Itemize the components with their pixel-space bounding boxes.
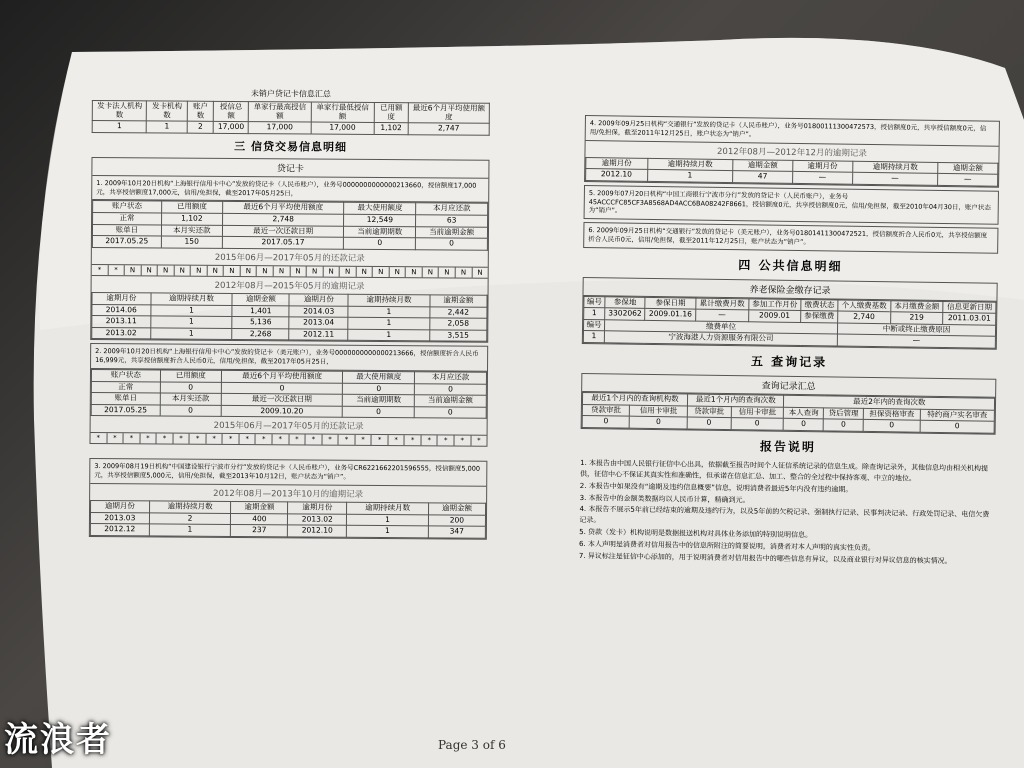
repay-cell: * <box>455 436 472 446</box>
repay-cell: N <box>323 267 340 277</box>
summary-header: 单家行最高授信额 <box>248 102 311 123</box>
summary-header: 发卡法人机构数 <box>92 101 147 122</box>
table-cell: 0 <box>863 420 920 432</box>
table-header: 当前逾期金额 <box>416 226 488 238</box>
repay-cell: * <box>273 435 290 445</box>
table-cell: 2011.03.01 <box>943 313 996 325</box>
table-cell: 347 <box>428 526 485 538</box>
repay-cell: * <box>124 434 141 444</box>
table-cell: 2,740 <box>838 311 891 323</box>
card5-description: 5. 2009年07月20日机构“中国工商银行宁波市分行”发放的贷记卡（人民币账户），业务号 45ACCCFC85CF3A8568AD4ACC6BA08242F8661，授信额度0元，共享授信额度0元，信用/免担保，截至2010年04月30日，账户状态为“销户”。 <box>588 188 992 215</box>
note-item: 1. 本报告由中国人民银行征信中心出具，依据截至报告时间个人征信系统记录的信息生成。除查询记录外，其他信息均由相关机构提供，征信中心不保证其真实性和准确性，但承诺在信息汇总、加工、整合的全过程中保持客观、中立的地位。 <box>579 458 989 483</box>
table-cell: 3,515 <box>430 330 487 342</box>
repay-cell: * <box>107 434 124 444</box>
table-header: 账户状态 <box>91 369 160 381</box>
repay-cell: * <box>92 265 109 275</box>
summary-header: 发卡机构数 <box>147 101 188 122</box>
repay-cell: * <box>140 434 157 444</box>
table-cell: 0 <box>415 383 487 395</box>
summary-value: 1,102 <box>374 123 409 135</box>
table-header: 逾期持续月数 <box>151 293 233 305</box>
card3-overdue-title: 2012年08月—2013年10月的逾期记录 <box>213 488 364 500</box>
table-cell: 219 <box>890 312 943 324</box>
card4-overdue-title: 2012年08月—2012年12月的逾期记录 <box>716 146 868 159</box>
table-cell: 1 <box>150 328 232 340</box>
note-item: 5. 贷款（发卡）机构说明是数据报送机构对具体业务添加的特别说明信息。 <box>579 528 813 540</box>
table-cell: 0 <box>344 238 416 250</box>
table-header: 本月实还款 <box>160 393 221 405</box>
card2-repay-title: 2015年06月—2017年05月的还款记录 <box>213 421 364 433</box>
card3-description: 3. 2009年08月19日机构“中国建设银行宁波市分行”发放的贷记卡（人民币账户），业务号CR6221662201596555，授信额度5,000元，共享授信额度5,000元，信用/免担保，截至2013年10月12日，账户状态为“销户”。 <box>90 459 486 486</box>
table-header: 已用额度 <box>160 370 221 382</box>
repay-cell: * <box>355 435 372 445</box>
table-header: 最近1个月内的查询机构数 <box>582 393 687 406</box>
repay-cell: * <box>206 434 223 444</box>
table-header: 最近6个月平均使用额度 <box>221 370 343 382</box>
table-header: 参加工作月份 <box>748 298 801 310</box>
table-header: 逾期月份 <box>288 502 347 514</box>
repay-cell: * <box>438 436 455 446</box>
table-header: 缴费状态 <box>801 299 838 311</box>
section-heading-credit: 三 信贷交易信息明细 <box>234 139 348 154</box>
card4-overdue-table <box>585 157 998 187</box>
repay-cell: * <box>190 434 207 444</box>
credit-card-title: 贷记卡 <box>92 158 488 179</box>
table-header: 账单日 <box>92 224 161 236</box>
table-cell: 200 <box>428 514 485 526</box>
pension-block <box>582 277 998 350</box>
table-cell: 1,401 <box>232 305 289 317</box>
repay-cell: N <box>274 266 291 276</box>
table-header: 个人缴费基数 <box>838 300 891 312</box>
repay-cell: N <box>423 267 440 277</box>
repay-cell: * <box>239 434 256 444</box>
repay-cell: * <box>256 435 273 445</box>
table-cell: 2009.10.20 <box>221 405 343 417</box>
table-cell: 150 <box>161 236 222 248</box>
repay-cell: N <box>158 265 175 275</box>
repay-cell: N <box>307 266 324 276</box>
table-cell: 2017.05.25 <box>92 236 161 248</box>
table-cell: 1 <box>151 316 233 328</box>
table-cell: 1 <box>583 331 604 343</box>
table-cell: 63 <box>416 215 488 227</box>
card1-description: 1. 2009年10月20日机构“上海银行信用卡中心”发放的贷记卡（人民币账户），业务号0000000000000213660，授信额度17,000元，共享授信额度17,000元，信用/免担保，截至2017年05月25日， <box>92 176 488 203</box>
table-header: 逾期金额 <box>733 159 793 171</box>
table-cell: 47 <box>733 171 793 183</box>
table-cell: 1 <box>348 317 430 329</box>
repay-cell: N <box>477 268 483 277</box>
table-cell: 2012.10 <box>288 525 347 537</box>
summary-value: 1 <box>92 121 147 133</box>
table-header: 参保日期 <box>645 297 696 309</box>
table-header: 本月应还款 <box>416 203 488 215</box>
summary-value: 1 <box>147 121 188 133</box>
table-cell: 2014.06 <box>92 304 151 316</box>
repay-cell: * <box>421 436 438 446</box>
card5-block <box>584 185 999 225</box>
repay-cell: N <box>174 265 191 275</box>
table-header: 最近一次还款日期 <box>222 225 344 237</box>
card1-repay-title: 2015年06月—2017年05月的还款记录 <box>214 252 365 264</box>
report-notes <box>579 458 995 567</box>
summary-value: 17,000 <box>214 122 249 134</box>
summary-value: 2,747 <box>408 123 489 135</box>
table-header: 最大使用额度 <box>343 371 415 383</box>
repay-cell: N <box>224 266 241 276</box>
table-header: 贷款审批 <box>582 404 630 416</box>
card3-block <box>89 458 488 539</box>
table-header: 最近一次还款日期 <box>221 394 343 406</box>
table-header: 最近6个月平均使用额度 <box>222 202 344 214</box>
repay-cell: N <box>340 267 357 277</box>
table-header: 最大使用额度 <box>344 203 416 215</box>
table-cell: 2,442 <box>430 306 487 318</box>
table-header: 逾期金额 <box>428 503 485 515</box>
table-cell: 2013.11 <box>92 316 151 328</box>
table-cell: 2 <box>149 513 231 525</box>
table-header: 逾期月份 <box>793 160 853 172</box>
table-cell: — <box>938 174 998 186</box>
card2-status-table <box>91 369 487 419</box>
repay-cell: * <box>322 435 339 445</box>
query-title: 查询记录汇总 <box>582 374 995 398</box>
note-item: 4. 本报告不展示5年前已经结束的逾期及违约行为，以及5年前的欠税记录、强制执行记录、民事判决记录、行政处罚记录、电信欠费记录。 <box>579 505 990 525</box>
table-header: 当前逾期金额 <box>414 395 486 407</box>
repay-cell: * <box>306 435 323 445</box>
summary-header: 账户数 <box>187 101 214 121</box>
table-cell: 1 <box>347 526 429 538</box>
table-cell: 1 <box>647 170 733 183</box>
repay-cell: N <box>141 265 158 275</box>
table-cell: 0 <box>630 417 688 429</box>
table-cell: 0 <box>823 419 863 431</box>
table-cell: 3302062 <box>605 308 646 320</box>
card2-block <box>89 343 488 447</box>
table-cell: — <box>837 335 995 349</box>
table-header: 本月应还款 <box>415 372 487 384</box>
repay-cell: * <box>173 434 190 444</box>
repay-cell: * <box>223 434 240 444</box>
table-cell: 2017.05.25 <box>91 404 160 416</box>
repay-cell: N <box>406 267 423 277</box>
table-header: 贷款审批 <box>687 406 731 418</box>
table-header: 当前逾期期数 <box>343 394 415 406</box>
table-cell: 正常 <box>93 213 162 225</box>
card1-status-table <box>92 200 488 250</box>
repay-cell: N <box>456 267 473 277</box>
table-cell: — <box>696 309 749 321</box>
table-cell: 0 <box>416 238 488 250</box>
table-header: 本月实还款 <box>161 225 222 237</box>
table-cell: 2013.02 <box>288 513 347 525</box>
left-column <box>89 85 490 543</box>
table-cell: 0 <box>920 421 994 434</box>
table-cell: 2013.03 <box>90 512 149 524</box>
table-header: 逾期持续月数 <box>347 502 429 514</box>
table-header: 逾期持续月数 <box>149 501 231 513</box>
table-cell: 0 <box>784 419 824 431</box>
section-heading-query: 五 查询记录 <box>750 354 828 370</box>
table-header: 逾期月份 <box>92 292 151 304</box>
table-header: 累计缴费月数 <box>696 298 749 310</box>
table-header: 已用额度 <box>161 201 222 213</box>
table-cell: 2012.12 <box>90 524 149 536</box>
repay-cell: * <box>388 436 405 446</box>
table-header: 信用卡审批 <box>630 405 688 417</box>
table-header: 逾期金额 <box>231 501 288 513</box>
repay-cell: N <box>257 266 274 276</box>
table-header: 信用卡审批 <box>731 406 784 418</box>
summary-value: 17,000 <box>311 122 374 134</box>
table-header: 信息更新日期 <box>943 301 996 313</box>
card2-repay-row <box>90 432 486 446</box>
repay-cell: * <box>405 436 422 446</box>
table-cell: 2012.11 <box>289 329 348 341</box>
pension-title: 养老保险金缴存记录 <box>583 278 996 302</box>
card3-overdue-table <box>90 500 486 539</box>
table-cell: 1,102 <box>161 213 222 225</box>
table-cell: — <box>792 172 852 184</box>
card6-description: 6. 2009年09月25日机构“交通银行”发放的贷记卡（美元账户），业务号01801411300472521，授信额度折合人民币0元，共享授信额度折合人民币0元，信用/免担保，截至2011年12月25日，账户状态为“销户”。 <box>588 226 988 246</box>
table-cell: 237 <box>231 525 288 537</box>
report-notes-title: 报告说明 <box>759 439 816 455</box>
table-cell: 2,748 <box>222 213 344 225</box>
table-cell: 0 <box>687 417 731 429</box>
table-cell: 参保缴费 <box>801 311 838 323</box>
summary-header: 最近6个月平均使用额度 <box>408 103 489 124</box>
section-heading-public: 四 公共信息明细 <box>738 257 843 274</box>
table-header: 账单日 <box>91 393 160 405</box>
card6-block <box>583 222 998 253</box>
table-cell: 5,136 <box>232 317 289 329</box>
table-header: 逾期持续月数 <box>852 161 938 174</box>
table-cell: — <box>852 172 938 185</box>
summary-value: 2 <box>187 121 214 133</box>
table-cell: 400 <box>231 513 288 525</box>
table-header: 担保资格审查 <box>863 408 920 420</box>
table-cell: 0 <box>582 416 630 428</box>
repay-cell: * <box>108 265 125 275</box>
table-row <box>90 524 485 538</box>
credit-card-block <box>90 157 489 343</box>
table-header: 缴费单位 <box>605 320 838 335</box>
page-number: Page 3 of 6 <box>438 738 506 752</box>
table-cell: 宁波海港人力资源服务有限公司 <box>604 331 837 346</box>
repay-cell: * <box>339 435 356 445</box>
table-cell: 2,058 <box>430 318 487 330</box>
repay-cell: * <box>477 437 481 446</box>
table-header: 最近1个月内的查询次数 <box>687 394 784 407</box>
card1-overdue-table <box>91 292 487 342</box>
summary-table <box>92 100 490 136</box>
table-cell: 1 <box>347 514 429 526</box>
table-header: 逾期月份 <box>289 294 348 306</box>
repay-cell: * <box>90 433 107 443</box>
table-header: 逾期金额 <box>938 162 998 174</box>
repay-cell: N <box>390 267 407 277</box>
repay-cell: N <box>290 266 307 276</box>
summary-header: 单家行最低授信额 <box>311 102 374 123</box>
table-cell: 0 <box>343 406 415 418</box>
repay-cell: N <box>207 266 224 276</box>
table-header: 当前逾期期数 <box>344 226 416 238</box>
query-block <box>581 373 997 435</box>
repay-cell: N <box>125 265 142 275</box>
table-cell: 2013.02 <box>92 327 151 339</box>
table-cell: 1 <box>149 524 231 536</box>
note-item: 3. 本报告中的金额类数据均以人民币计算，精确到元。 <box>579 493 750 504</box>
table-header: 逾期月份 <box>586 157 648 169</box>
card4-block <box>584 115 1000 188</box>
query-table <box>582 392 995 434</box>
card4-description: 4. 2009年09月25日机构“交通银行”发放的贷记卡（人民币账户），业务号01800111300472573，授信额度0元，共享授信额度0元，信用/免担保，截至2011年12月25日，账户状态为“销户”。 <box>586 116 999 146</box>
summary-title: 未销户贷记卡信息汇总 <box>250 89 331 99</box>
note-item: 2. 本报告中如果没有“逾期及违约信息概要”信息，说明消费者最近5年内没有违约逾期。 <box>579 481 853 494</box>
table-header: 逾期持续月数 <box>348 294 430 306</box>
table-header: 逾期持续月数 <box>647 158 733 171</box>
table-cell: 12,549 <box>344 214 416 226</box>
table-cell: 2009.01.16 <box>645 309 696 321</box>
pension-table <box>583 296 997 349</box>
table-header: 编号 <box>584 296 605 308</box>
repay-cell: * <box>289 435 306 445</box>
table-cell: 2012.10 <box>586 169 648 181</box>
summary-header: 已用额度 <box>374 102 409 122</box>
table-cell: 2014.03 <box>289 305 348 317</box>
summary-header: 授信总额 <box>214 101 249 121</box>
table-cell: 0 <box>414 407 486 419</box>
table-header: 本人查询 <box>784 407 824 419</box>
table-cell: 1 <box>584 308 605 320</box>
table-header: 逾期金额 <box>430 295 487 307</box>
table-cell: 0 <box>343 383 415 395</box>
table-cell: 0 <box>160 405 221 417</box>
repay-cell: * <box>372 435 389 445</box>
table-header: 编号 <box>583 319 604 331</box>
repay-cell: * <box>157 434 174 444</box>
table-cell: 1 <box>151 304 233 316</box>
repay-cell: N <box>439 267 456 277</box>
table-header: 本月缴费金额 <box>890 300 943 312</box>
table-header: 最近2年内的查询次数 <box>784 395 995 410</box>
table-cell: 2017.05.17 <box>222 237 344 249</box>
table-header: 特约商户实名审查 <box>920 409 994 422</box>
table-row <box>92 327 487 341</box>
table-cell: 2013.04 <box>289 317 348 329</box>
table-cell: 0 <box>731 418 784 430</box>
table-cell: 2009.01 <box>748 310 801 322</box>
card1-overdue-title: 2012年08月—2015年05月的逾期记录 <box>214 280 365 292</box>
repay-cell: N <box>356 267 373 277</box>
repay-cell: N <box>191 266 208 276</box>
table-header: 逾期月份 <box>91 500 150 512</box>
note-item: 7. 异议标注是征信中心添加的，用于说明消费者对信用报告中的哪些信息有异议，以及商业银行对异议信息的核实情况。 <box>578 551 952 565</box>
table-cell: 0 <box>160 382 221 394</box>
note-item: 6. 本人声明是消费者对信用报告中的信息所附注的简要说明，消费者对本人声明的真实性负责。 <box>578 539 875 552</box>
table-header: 参保地 <box>605 296 646 308</box>
table-header: 逾期金额 <box>232 293 289 305</box>
table-cell: 0 <box>221 382 343 394</box>
table-cell: 1 <box>348 329 430 341</box>
table-cell: 正常 <box>91 381 160 393</box>
repay-cell: N <box>373 267 390 277</box>
table-cell: 1 <box>348 306 430 318</box>
summary-value: 17,000 <box>248 122 311 134</box>
right-column <box>579 115 1000 568</box>
watermark-text: 流浪者 <box>4 720 112 760</box>
table-header: 中断或终止缴费原因 <box>837 323 995 337</box>
table-header: 贷后管理 <box>824 408 864 420</box>
table-cell: 2,268 <box>232 328 289 340</box>
table-header: 账户状态 <box>93 201 162 213</box>
card2-description: 2. 2009年10月20日机构“上海银行信用卡中心”发放的贷记卡（美元账户），业务号0000000000000213666，授信额度折合人民币16,999元，共享授信额度折合人民币0元，信用/免担保，截至2017年05月25日， <box>91 344 487 371</box>
repay-cell: N <box>241 266 258 276</box>
